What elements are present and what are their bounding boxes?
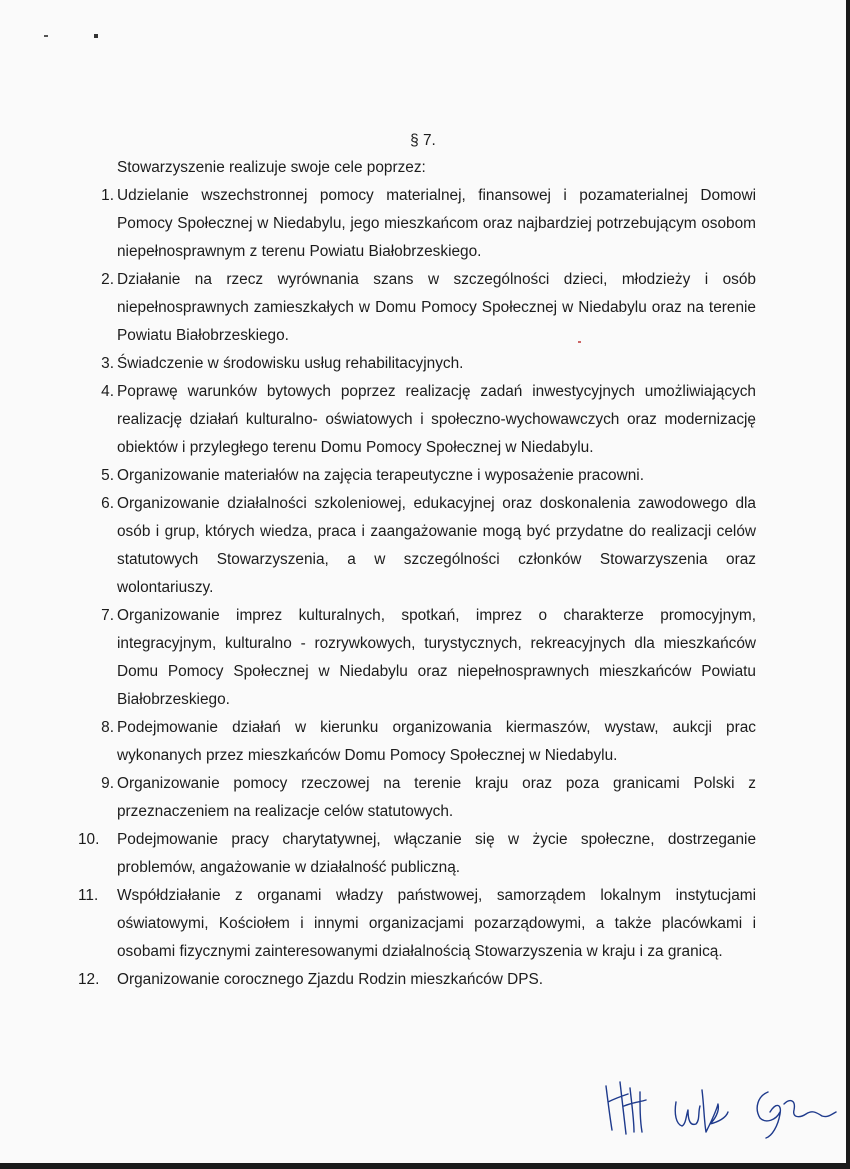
- list-item: [90, 462, 756, 490]
- item-text: Organizowanie corocznego Zjazdu Rodzin mieszkańców DPS.: [117, 971, 544, 988]
- signature-2: [675, 1090, 728, 1132]
- item-number: 6.: [101, 495, 114, 512]
- item-text: Podejmowanie działań w kierunku organizowania kiermaszów, wystaw, aukcji prac wykonanych przez mieszkańców Domu Pomocy Społecznej w Niedabylu.: [117, 719, 756, 764]
- item-text: Działanie na rzecz wyrównania szans w szczególności dzieci, młodzieży i osób niepełnosprawnych zamieszkałych w Domu Pomocy Społecznej w Niedabylu oraz na terenie Powiatu Białobrzeskiego.: [117, 271, 756, 344]
- item-number: 12.: [78, 971, 100, 988]
- item-text: Świadczenie w środowisku usług rehabilitacyjnych.: [117, 355, 464, 372]
- item-number: 7.: [101, 607, 114, 624]
- item-number: 4.: [101, 383, 114, 400]
- item-text: Organizowanie działalności szkoleniowej, edukacyjnej oraz doskonalenia zawodowego dla osób i grup, których wiedza, praca i zaangażowanie mogą być przydatne do realizacji celów statutowych Stowarzyszenia, a w szczególności członków Stowarzyszenia oraz wolontariuszy.: [117, 495, 756, 596]
- item-text: Podejmowanie pracy charytatywnej, włączanie się w życie społeczne, dostrzeganie problemów, angażowanie w działalność publiczną.: [117, 831, 756, 876]
- list-item: [90, 378, 756, 462]
- item-text: Poprawę warunków bytowych poprzez realizację zadań inwestycyjnych umożliwiających realizację działań kulturalno- oświatowych i społeczno-wychowawczych oraz modernizację obiektów i przyległego terenu Domu Pomocy Społecznej w Niedabylu.: [117, 383, 756, 456]
- signature-3: [757, 1092, 836, 1138]
- list-item: [78, 966, 756, 994]
- list-item: [90, 714, 756, 770]
- section-title: § 7.: [410, 132, 436, 149]
- item-text: Organizowanie materiałów na zajęcia terapeutyczne i wyposażenie pracowni.: [117, 467, 644, 484]
- handwritten-signatures: [600, 1072, 840, 1144]
- item-number: 3.: [101, 355, 114, 372]
- list-item: [90, 490, 756, 602]
- item-number: 1.: [101, 187, 114, 204]
- item-number: 2.: [101, 271, 114, 288]
- signature-scribbles: [600, 1072, 840, 1144]
- item-number: 9.: [101, 775, 114, 792]
- item-text: Organizowanie pomocy rzeczowej na terenie kraju oraz poza granicami Polski z przeznaczeniem na realizacje celów statutowych.: [117, 775, 756, 820]
- item-number: 8.: [101, 719, 114, 736]
- section-intro: Stowarzyszenie realizuje swoje cele poprzez:: [117, 159, 426, 176]
- item-number: 11.: [78, 887, 99, 904]
- list-item: [90, 350, 756, 378]
- document-body: [78, 128, 756, 994]
- item-number: 5.: [101, 467, 114, 484]
- signature-1: [606, 1082, 646, 1134]
- item-text: Udzielanie wszechstronnej pomocy materialnej, finansowej i pozamaterialnej Domowi Pomocy Społecznej w Niedabylu, jego mieszkańcom oraz najbardziej potrzebującym osobom niepełnosprawnym z terenu Powiatu Białobrzeskiego.: [117, 187, 756, 260]
- list-item: [90, 182, 756, 266]
- list-item: [90, 602, 756, 714]
- scan-mark: [44, 34, 100, 38]
- item-text: Współdziałanie z organami władzy państwowej, samorządem lokalnym instytucjami oświatowymi, Kościołem i innymi organizacjami pozarządowymi, a także placówkami i osobami fizycznymi zainteresowanymi działalnością Stowarzyszenia w kraju i za granicą.: [117, 887, 756, 960]
- item-text: Organizowanie imprez kulturalnych, spotkań, imprez o charakterze promocyjnym, integracyjnym, kulturalno - rozrywkowych, turystycznych, rekreacyjnych dla mieszkańców Domu Pomocy Społecznej w Niedabylu oraz niepełnosprawnych mieszkańców Powiatu Białobrzeskiego.: [117, 607, 756, 708]
- list-item: [90, 770, 756, 826]
- list-item: [90, 266, 756, 350]
- goals-list: [78, 182, 756, 994]
- ink-speck: [578, 341, 581, 343]
- item-number: 10.: [78, 831, 100, 848]
- list-item: [78, 826, 756, 882]
- list-item: [78, 882, 756, 966]
